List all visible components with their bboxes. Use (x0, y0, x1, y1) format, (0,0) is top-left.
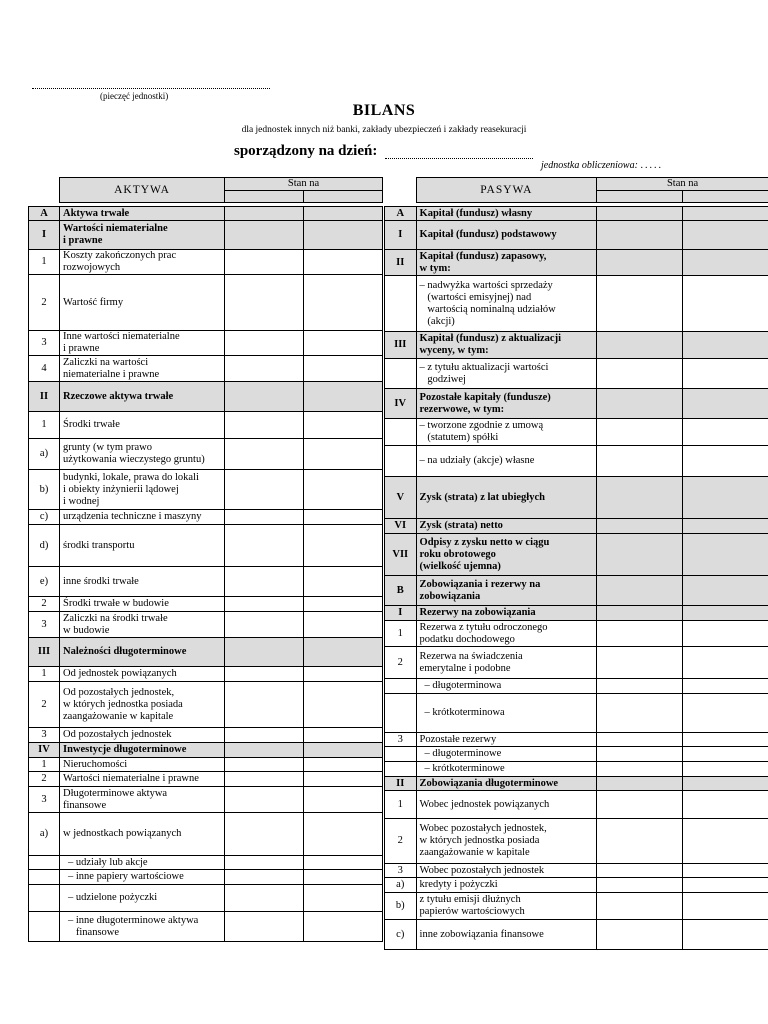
value-cell[interactable] (597, 207, 683, 221)
row-label: Kapitał (fundusz) zapasowy, w tym: (416, 250, 597, 276)
row-number: V (385, 477, 417, 519)
value-cell[interactable] (304, 221, 383, 250)
pasywa-row (385, 446, 768, 477)
pasywa-row (385, 819, 768, 864)
pasywa-row (385, 679, 768, 694)
value-cell[interactable] (304, 412, 383, 439)
row-number: a) (29, 439, 60, 470)
value-cell[interactable] (304, 275, 383, 331)
value-cell[interactable] (683, 679, 768, 694)
aktywa-row (29, 597, 383, 612)
aktywa-row (29, 885, 383, 912)
pasywa-row (385, 878, 768, 893)
value-cell[interactable] (225, 682, 304, 728)
value-cell[interactable] (225, 412, 304, 439)
pasywa-row (385, 762, 768, 777)
row-label: Wartości niematerialne i prawne (60, 221, 225, 250)
value-cell[interactable] (597, 221, 683, 250)
pasywa-row (385, 694, 768, 733)
row-label: Nieruchomości (60, 758, 225, 772)
row-label: Środki trwałe w budowie (60, 597, 225, 612)
value-cell[interactable] (683, 477, 768, 519)
row-label: Koszty zakończonych prac rozwojowych (60, 250, 225, 275)
value-cell[interactable] (225, 221, 304, 250)
value-cell[interactable] (683, 819, 768, 864)
value-cell[interactable] (304, 597, 383, 612)
row-number: 3 (29, 612, 60, 638)
row-number: II (385, 777, 417, 791)
value-cell[interactable] (225, 667, 304, 682)
value-cell[interactable] (597, 621, 683, 647)
row-label: Wobec pozostałych jednostek (416, 864, 597, 878)
value-cell[interactable] (683, 747, 768, 762)
value-cell[interactable] (597, 332, 683, 359)
pasywa-date-cell-1[interactable] (597, 191, 683, 203)
row-number (385, 679, 417, 694)
value-cell[interactable] (683, 762, 768, 777)
value-cell[interactable] (597, 389, 683, 419)
row-label: – krótkoterminowa (416, 694, 597, 733)
row-label: Inne wartości niematerialne i prawne (60, 331, 225, 356)
pasywa-row (385, 519, 768, 534)
value-cell[interactable] (225, 870, 304, 885)
aktywa-table (28, 177, 383, 942)
row-number: VII (385, 534, 417, 576)
value-cell[interactable] (683, 276, 768, 332)
value-cell[interactable] (304, 682, 383, 728)
value-cell[interactable] (597, 534, 683, 576)
value-cell[interactable] (304, 758, 383, 772)
row-number: c) (29, 510, 60, 525)
value-cell[interactable] (304, 772, 383, 787)
row-label: Inwestycje długoterminowe (60, 743, 225, 758)
value-cell[interactable] (304, 612, 383, 638)
pasywa-row (385, 777, 768, 791)
pasywa-stan-na: Stan na (597, 178, 768, 191)
row-number: a) (385, 878, 417, 893)
value-cell[interactable] (225, 275, 304, 331)
row-label: Wobec jednostek powiązanych (416, 791, 597, 819)
value-cell[interactable] (304, 439, 383, 470)
pasywa-row (385, 477, 768, 519)
aktywa-row (29, 743, 383, 758)
value-cell[interactable] (683, 389, 768, 419)
row-number: B (385, 576, 417, 606)
pasywa-row (385, 332, 768, 359)
pasywa-row (385, 359, 768, 389)
value-cell[interactable] (304, 728, 383, 743)
pasywa-row (385, 893, 768, 920)
pasywa-row (385, 207, 768, 221)
row-number: VI (385, 519, 417, 534)
row-number (29, 885, 60, 912)
row-number (29, 912, 60, 942)
value-cell[interactable] (683, 878, 768, 893)
row-number (385, 359, 417, 389)
value-cell[interactable] (225, 813, 304, 856)
aktywa-row (29, 667, 383, 682)
row-number: 3 (385, 733, 417, 747)
row-number: 2 (29, 597, 60, 612)
value-cell[interactable] (304, 525, 383, 567)
row-label: Zobowiązania i rezerwy na zobowiązania (416, 576, 597, 606)
value-cell[interactable] (304, 638, 383, 667)
pasywa-row (385, 920, 768, 950)
value-cell[interactable] (683, 621, 768, 647)
stamp-dotted-line (32, 80, 270, 89)
row-label: Rezerwa z tytułu odroczonego podatku dochodowego (416, 621, 597, 647)
value-cell[interactable] (683, 647, 768, 679)
page-title: BILANS (352, 102, 416, 119)
row-number: 1 (29, 250, 60, 275)
aktywa-row (29, 787, 383, 813)
row-label: – tworzone zgodnie z umową (statutem) spółki (416, 419, 597, 446)
row-number: II (29, 382, 60, 412)
value-cell[interactable] (225, 525, 304, 567)
value-cell[interactable] (225, 382, 304, 412)
row-label: Zysk (strata) netto (416, 519, 597, 534)
value-cell[interactable] (683, 221, 768, 250)
value-cell[interactable] (225, 856, 304, 870)
row-label: Długoterminowe aktywa finansowe (60, 787, 225, 813)
row-label: inne zobowiązania finansowe (416, 920, 597, 950)
row-number (385, 276, 417, 332)
value-cell[interactable] (683, 576, 768, 606)
value-cell[interactable] (225, 638, 304, 667)
aktywa-row (29, 728, 383, 743)
aktywa-date-cell-2[interactable] (304, 191, 383, 203)
aktywa-row (29, 638, 383, 667)
value-cell[interactable] (683, 359, 768, 389)
value-cell[interactable] (304, 667, 383, 682)
value-cell[interactable] (683, 250, 768, 276)
value-cell[interactable] (225, 612, 304, 638)
row-number: 3 (29, 728, 60, 743)
aktywa-row (29, 382, 383, 412)
value-cell[interactable] (597, 878, 683, 893)
aktywa-row (29, 510, 383, 525)
row-label: budynki, lokale, prawa do lokali i obiekty inżynierii lądowej i wodnej (60, 470, 225, 510)
value-cell[interactable] (304, 813, 383, 856)
value-cell[interactable] (225, 250, 304, 275)
pasywa-row (385, 250, 768, 276)
pasywa-date-cell-2[interactable] (683, 191, 768, 203)
value-cell[interactable] (597, 519, 683, 534)
row-label: Aktywa trwałe (60, 207, 225, 221)
value-cell[interactable] (225, 356, 304, 382)
row-label: Pozostałe rezerwy (416, 733, 597, 747)
value-cell[interactable] (597, 762, 683, 777)
row-number: 2 (385, 819, 417, 864)
unit-dots: ..... (640, 160, 663, 171)
row-number: A (29, 207, 60, 221)
value-cell[interactable] (597, 791, 683, 819)
row-label: Rzeczowe aktywa trwałe (60, 382, 225, 412)
value-cell[interactable] (683, 777, 768, 791)
aktywa-row (29, 412, 383, 439)
value-cell[interactable] (597, 777, 683, 791)
row-number: 2 (29, 772, 60, 787)
value-cell[interactable] (304, 885, 383, 912)
row-label: Wartość firmy (60, 275, 225, 331)
value-cell[interactable] (683, 893, 768, 920)
row-label: Zobowiązania długoterminowe (416, 777, 597, 791)
row-number: IV (29, 743, 60, 758)
value-cell[interactable] (225, 758, 304, 772)
row-label: Od pozostałych jednostek (60, 728, 225, 743)
value-cell[interactable] (304, 382, 383, 412)
row-label: – krótkoterminowe (416, 762, 597, 777)
value-cell[interactable] (683, 207, 768, 221)
aktywa-row (29, 356, 383, 382)
value-cell[interactable] (597, 819, 683, 864)
row-label: Pozostałe kapitały (fundusze) rezerwowe, w tym: (416, 389, 597, 419)
value-cell[interactable] (225, 510, 304, 525)
pasywa-row (385, 647, 768, 679)
row-number (385, 762, 417, 777)
value-cell[interactable] (597, 679, 683, 694)
value-cell[interactable] (597, 893, 683, 920)
value-cell[interactable] (225, 470, 304, 510)
value-cell[interactable] (304, 207, 383, 221)
row-number: a) (29, 813, 60, 856)
value-cell[interactable] (597, 694, 683, 733)
value-cell[interactable] (597, 747, 683, 762)
row-number (29, 856, 60, 870)
value-cell[interactable] (225, 331, 304, 356)
row-number: 1 (385, 621, 417, 647)
unit-label-row (541, 160, 663, 171)
pasywa-table (384, 177, 768, 950)
row-label: Od jednostek powiązanych (60, 667, 225, 682)
value-cell[interactable] (683, 606, 768, 621)
row-label: grunty (w tym prawo użytkowania wieczystego gruntu) (60, 439, 225, 470)
row-label: Rezerwa na świadczenia emerytalne i podobne (416, 647, 597, 679)
value-cell[interactable] (683, 864, 768, 878)
row-number: 1 (29, 412, 60, 439)
value-cell[interactable] (597, 276, 683, 332)
row-number: 3 (385, 864, 417, 878)
value-cell[interactable] (304, 912, 383, 942)
value-cell[interactable] (225, 207, 304, 221)
value-cell[interactable] (683, 446, 768, 477)
value-cell[interactable] (597, 606, 683, 621)
aktywa-header: AKTYWA (60, 178, 225, 203)
row-number: b) (29, 470, 60, 510)
value-cell[interactable] (225, 787, 304, 813)
row-label: Wartości niematerialne i prawne (60, 772, 225, 787)
row-number (29, 870, 60, 885)
pasywa-row (385, 621, 768, 647)
value-cell[interactable] (683, 419, 768, 446)
aktywa-row (29, 912, 383, 942)
value-cell[interactable] (683, 694, 768, 733)
value-cell[interactable] (597, 576, 683, 606)
aktywa-row (29, 331, 383, 356)
value-cell[interactable] (304, 510, 383, 525)
row-label: – udzielone pożyczki (60, 885, 225, 912)
row-number: c) (385, 920, 417, 950)
row-label: środki transportu (60, 525, 225, 567)
row-label: Kapitał (fundusz) podstawowy (416, 221, 597, 250)
value-cell[interactable] (597, 419, 683, 446)
row-number: 1 (29, 667, 60, 682)
aktywa-row (29, 870, 383, 885)
row-label: Rezerwy na zobowiązania (416, 606, 597, 621)
row-number: A (385, 207, 417, 221)
row-label: – inne długoterminowe aktywa finansowe (60, 912, 225, 942)
aktywa-row (29, 856, 383, 870)
aktywa-row (29, 758, 383, 772)
row-label: – długoterminowa (416, 679, 597, 694)
row-number (385, 747, 417, 762)
row-number: I (385, 606, 417, 621)
row-label: Wobec pozostałych jednostek, w których jednostka posiada zaangażowanie w kapitale (416, 819, 597, 864)
value-cell[interactable] (597, 446, 683, 477)
row-number: 4 (29, 356, 60, 382)
value-cell[interactable] (225, 885, 304, 912)
row-number: 1 (29, 758, 60, 772)
row-number (385, 446, 417, 477)
value-cell[interactable] (683, 332, 768, 359)
row-label: Odpisy z zysku netto w ciągu roku obrotowego (wielkość ujemna) (416, 534, 597, 576)
row-number: 2 (29, 275, 60, 331)
value-cell[interactable] (597, 250, 683, 276)
value-cell[interactable] (304, 743, 383, 758)
aktywa-row (29, 250, 383, 275)
stamp-label: (pieczęć jednostki) (100, 91, 169, 101)
date-dotted-line (385, 150, 533, 159)
row-label: – nadwyżka wartości sprzedaży (wartości emisyjnej) nad wartością nominalną udziałów (akcji) (416, 276, 597, 332)
value-cell[interactable] (304, 870, 383, 885)
row-number: 3 (29, 331, 60, 356)
row-number: 1 (385, 791, 417, 819)
value-cell[interactable] (304, 567, 383, 597)
row-number: III (385, 332, 417, 359)
value-cell[interactable] (597, 864, 683, 878)
row-label: urządzenia techniczne i maszyny (60, 510, 225, 525)
row-number: 2 (29, 682, 60, 728)
value-cell[interactable] (304, 787, 383, 813)
aktywa-row (29, 275, 383, 331)
aktywa-row (29, 525, 383, 567)
unit-label: jednostka obliczeniowa: (541, 160, 638, 171)
aktywa-row (29, 207, 383, 221)
row-label: Od pozostałych jednostek, w których jednostka posiada zaangażowanie w kapitale (60, 682, 225, 728)
value-cell[interactable] (597, 920, 683, 950)
value-cell[interactable] (225, 743, 304, 758)
pasywa-row (385, 864, 768, 878)
value-cell[interactable] (225, 772, 304, 787)
row-label: – z tytułu aktualizacji wartości godziwej (416, 359, 597, 389)
value-cell[interactable] (683, 534, 768, 576)
pasywa-row (385, 221, 768, 250)
value-cell[interactable] (597, 733, 683, 747)
value-cell[interactable] (304, 331, 383, 356)
pasywa-row (385, 791, 768, 819)
aktywa-row (29, 221, 383, 250)
row-number: II (385, 250, 417, 276)
row-number (385, 694, 417, 733)
row-label: – długoterminowe (416, 747, 597, 762)
pasywa-header: PASYWA (416, 178, 597, 203)
aktywa-stan-na: Stan na (225, 178, 383, 191)
row-number (385, 419, 417, 446)
row-number: I (385, 221, 417, 250)
page-subtitle: dla jednostek innych niż banki, zakłady ubezpieczeń i zakłady reasekuracji (241, 125, 527, 135)
value-cell[interactable] (683, 733, 768, 747)
row-label: Środki trwałe (60, 412, 225, 439)
value-cell[interactable] (225, 439, 304, 470)
value-cell[interactable] (304, 856, 383, 870)
row-label: – na udziały (akcje) własne (416, 446, 597, 477)
row-label: Zaliczki na środki trwałe w budowie (60, 612, 225, 638)
row-label: Kapitał (fundusz) własny (416, 207, 597, 221)
row-label: – inne papiery wartościowe (60, 870, 225, 885)
row-label: Należności długoterminowe (60, 638, 225, 667)
pasywa-row (385, 534, 768, 576)
value-cell[interactable] (225, 728, 304, 743)
value-cell[interactable] (225, 567, 304, 597)
row-label: inne środki trwałe (60, 567, 225, 597)
row-number: d) (29, 525, 60, 567)
aktywa-row (29, 772, 383, 787)
value-cell[interactable] (304, 356, 383, 382)
row-number: 3 (29, 787, 60, 813)
row-label: w jednostkach powiązanych (60, 813, 225, 856)
date-label: sporządzony na dzień: (234, 143, 378, 159)
pasywa-row (385, 576, 768, 606)
row-number: IV (385, 389, 417, 419)
aktywa-row (29, 612, 383, 638)
value-cell[interactable] (597, 647, 683, 679)
pasywa-row (385, 747, 768, 762)
row-label: Zaliczki na wartości niematerialne i prawne (60, 356, 225, 382)
row-label: Kapitał (fundusz) z aktualizacji wyceny, w tym: (416, 332, 597, 359)
value-cell[interactable] (304, 470, 383, 510)
row-label: Zysk (strata) z lat ubiegłych (416, 477, 597, 519)
aktywa-row (29, 567, 383, 597)
pasywa-row (385, 419, 768, 446)
aktywa-row (29, 813, 383, 856)
aktywa-date-cell-1[interactable] (225, 191, 304, 203)
pasywa-row (385, 606, 768, 621)
value-cell[interactable] (225, 912, 304, 942)
row-number: III (29, 638, 60, 667)
value-cell[interactable] (683, 920, 768, 950)
row-number: I (29, 221, 60, 250)
aktywa-row (29, 439, 383, 470)
value-cell[interactable] (225, 597, 304, 612)
value-cell[interactable] (597, 477, 683, 519)
value-cell[interactable] (683, 519, 768, 534)
value-cell[interactable] (597, 359, 683, 389)
row-label: z tytułu emisji dłużnych papierów wartościowych (416, 893, 597, 920)
row-number: e) (29, 567, 60, 597)
aktywa-row (29, 682, 383, 728)
aktywa-row (29, 470, 383, 510)
row-number: 2 (385, 647, 417, 679)
row-number: b) (385, 893, 417, 920)
pasywa-row (385, 389, 768, 419)
pasywa-row (385, 733, 768, 747)
value-cell[interactable] (683, 791, 768, 819)
row-label: kredyty i pożyczki (416, 878, 597, 893)
pasywa-row (385, 276, 768, 332)
value-cell[interactable] (304, 250, 383, 275)
row-label: – udziały lub akcje (60, 856, 225, 870)
